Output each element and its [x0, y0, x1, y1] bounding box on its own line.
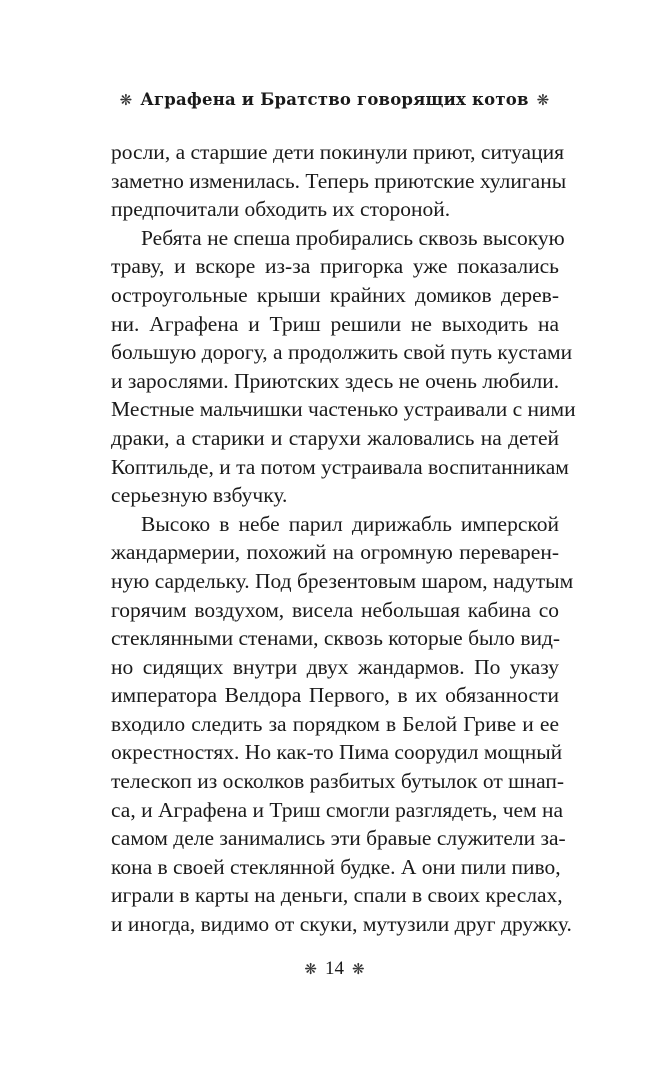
paragraph [111, 224, 576, 510]
running-header [0, 90, 669, 109]
text-line: входило следить за порядком в Белой Гриве и ее [111, 711, 559, 736]
text-line: Высоко в небе парил дирижабль имперской [141, 511, 559, 536]
text-line: большую дорогу, а продолжить свой путь кустами [111, 340, 573, 365]
text-line: и зарослями. Приютских здесь не очень любили. [111, 368, 560, 393]
page-number: 14 [325, 958, 344, 979]
text-line: телескоп из осколков разбитых бутылок от шнап- [111, 769, 565, 794]
text-line: ную сардельку. Под брезентовым шаром, надутым [111, 568, 574, 593]
text-line: кона в своей стеклянной будке. А они пили пиво, [111, 854, 561, 879]
ornament-icon: ❋ [119, 91, 133, 109]
text-line: ни. Аграфена и Триш решили не выходить на [111, 311, 559, 336]
text-line: горячим воздухом, висела небольшая кабина со [111, 597, 559, 622]
text-line: играли в карты на деньги, спали в своих креслах, [111, 883, 563, 908]
ornament-icon: ❋ [304, 962, 317, 978]
ornament-icon: ❋ [536, 91, 550, 109]
text-line: остроугольные крыши крайних домиков дерев- [111, 282, 559, 307]
text-line: но сидящих внутри двух жандармов. По указу [111, 654, 559, 679]
text-line: Местные мальчишки частенько устраивали с ними [111, 397, 576, 422]
text-line: росли, а старшие дети покинули приют, ситуация [111, 140, 564, 164]
text-line: стеклянными стенами, сквозь которые было вид- [111, 626, 561, 651]
ornament-icon: ❋ [352, 962, 365, 978]
text-line: предпочитали обходить их стороной. [111, 197, 451, 222]
text-line: серьезную взбучку. [111, 483, 288, 508]
text-line: драки, а старики и старухи жаловались на детей [111, 425, 559, 450]
paragraph [111, 138, 567, 224]
page-footer [0, 958, 669, 980]
text-line: са, и Аграфена и Триш смогли разглядеть, чем на [111, 797, 564, 822]
text-line: Коптильде, и та потом устраивала воспитанникам [111, 454, 569, 479]
text-line: заметно изменилась. Теперь приютские хулиганы [111, 168, 567, 193]
page-body-text [111, 138, 576, 939]
text-line: самом деле занимались эти бравые служители за- [111, 826, 566, 851]
paragraph [111, 510, 574, 939]
text-line: императора Велдора Первого, в их обязанности [111, 683, 559, 708]
text-line: жандармерии, похожий на огромную переварен- [111, 540, 559, 565]
text-line: траву, и вскоре из-за пригорка уже показались [111, 254, 559, 279]
text-line: окрестностях. Но как-то Пима соорудил мощный [111, 740, 563, 765]
text-line: и иногда, видимо от скуки, мутузили друг дружку. [111, 912, 572, 937]
book-title: Аграфена и Братство говорящих котов [140, 90, 529, 109]
text-line: Ребята не спеша пробирались сквозь высокую [141, 225, 565, 250]
